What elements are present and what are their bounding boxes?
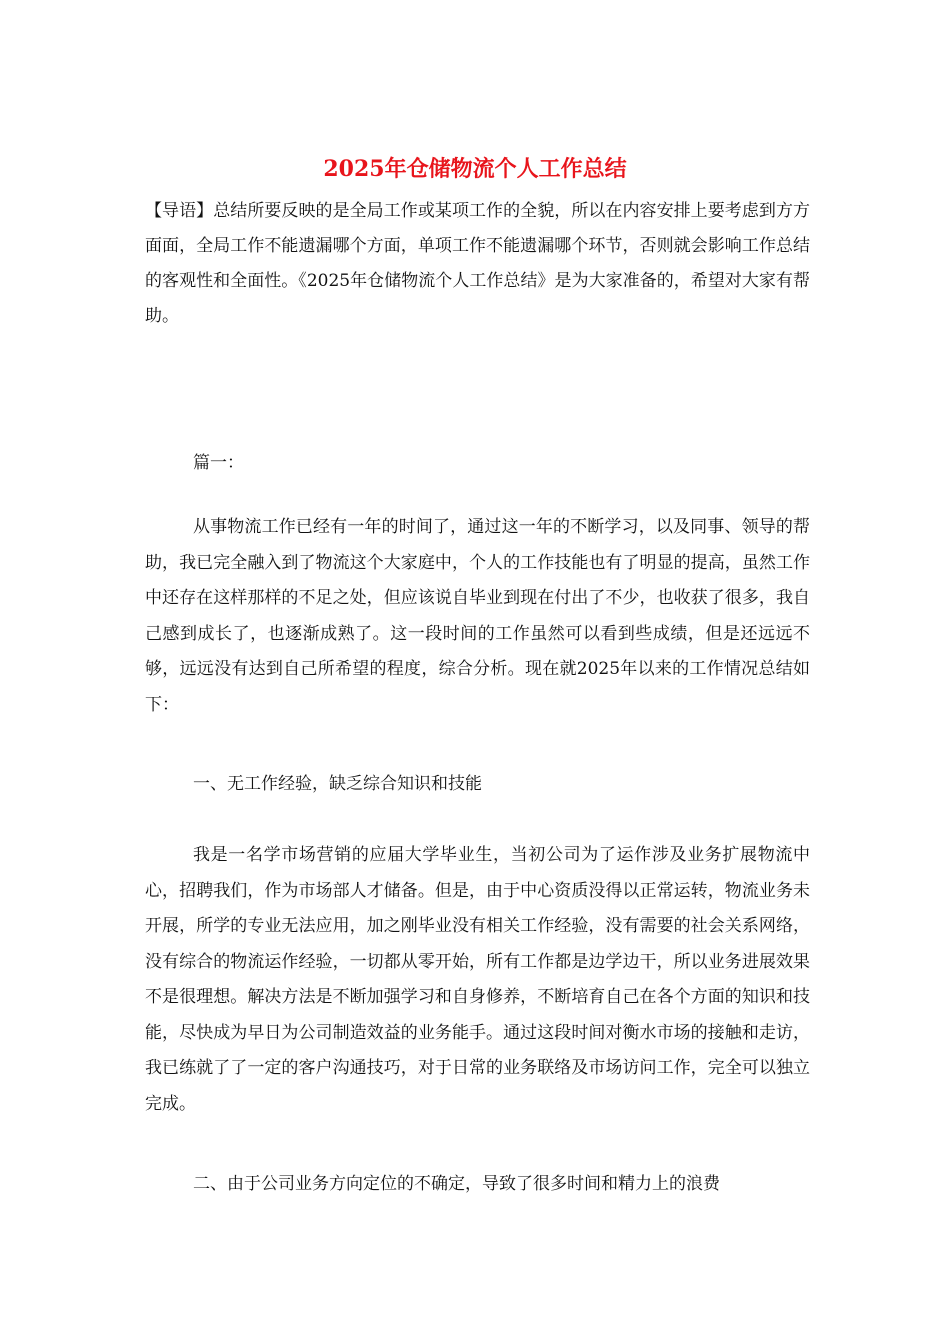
body-paragraph-2: 我是一名学市场营销的应届大学毕业生，当初公司为了运作涉及业务扩展物流中心，招聘我们，作为市场部人才储备。但是，由于中心资质没得以正常运转，物流业务未开展，所学的专业无法应用，加之刚毕业没有相关工作经验，没有需要的社会关系网络，没有综合的物流运作经验，一切都从零开始，所有工作都是边学边干，所以业务进展效果不是很理想。解决方法是不断加强学习和自身修养，不断培育自己在各个方面的知识和技能，尽快成为早日为公司制造效益的业务能手。通过这段时间对衡水市场的接触和走访，我已练就了了一定的客户沟通技巧，对于日常的业务联络及市场访问工作，完全可以独立完成。 xyxy=(145,845,810,1114)
section-heading-1: 一、无工作经验，缺乏综合知识和技能 xyxy=(193,774,482,794)
section-heading-2: 二、由于公司业务方向定位的不确定，导致了很多时间和精力上的浪费 xyxy=(193,1174,720,1194)
section-label: 篇一： xyxy=(193,453,244,473)
document-title: 2025年仓储物流个人工作总结 xyxy=(323,156,627,182)
intro-paragraph: 【导语】总结所要反映的是全局工作或某项工作的全貌，所以在内容安排上要考虑到方方面面，全局工作不能遗漏哪个方面，单项工作不能遗漏哪个环节，否则就会影响工作总结的客观性和全面性。《2025年仓储物流个人工作总结》是为大家准备的，希望对大家有帮助。 xyxy=(145,201,810,326)
body-paragraph-1: 从事物流工作已经有一年的时间了，通过这一年的不断学习，以及同事、领导的帮助，我已完全融入到了物流这个大家庭中，个人的工作技能也有了明显的提高，虽然工作中还存在这样那样的不足之处，但应该说自毕业到现在付出了不少，也收获了很多，我自己感到成长了，也逐渐成熟了。这一段时间的工作虽然可以看到些成绩，但是还远远不够，远远没有达到自己所希望的程度，综合分析。现在就2025年以来的工作情况总结如下： xyxy=(145,517,810,715)
